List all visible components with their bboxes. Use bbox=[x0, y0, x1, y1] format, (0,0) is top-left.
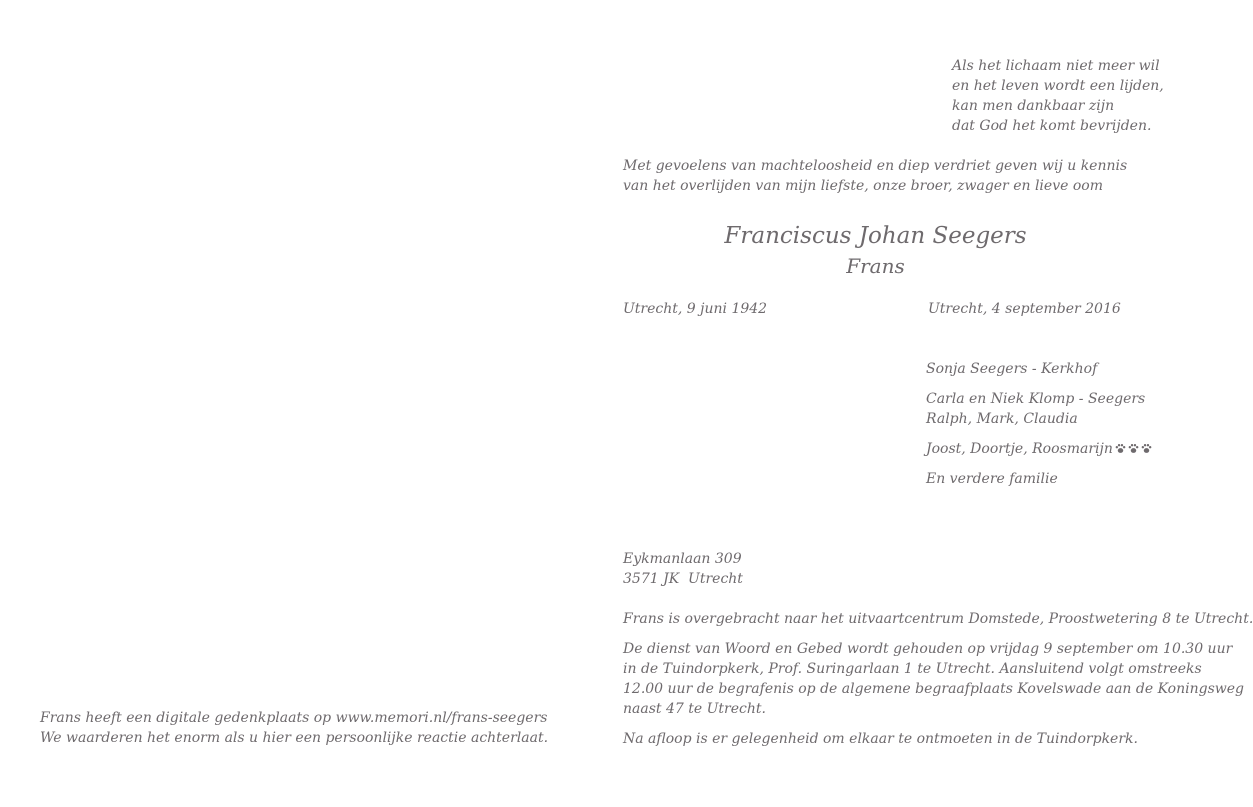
address-street: Eykmanlaan 309 bbox=[623, 551, 742, 567]
service-line: De dienst van Woord en Gebed wordt gehouden op vrijdag 9 september om 10.30 uur bbox=[623, 641, 1233, 657]
poem-line: en het leven wordt een lijden, bbox=[952, 78, 1164, 94]
poem-line: dat God het komt bevrijden. bbox=[952, 118, 1152, 134]
memori-line: Frans heeft een digitale gedenkplaats op www.memori.nl/frans-seegers bbox=[40, 710, 548, 726]
intro-line: van het overlijden van mijn liefste, onze broer, zwager en lieve oom bbox=[623, 178, 1103, 194]
service-line: in de Tuindorpkerk, Prof. Suringarlaan 1 te Utrecht. Aansluitend volgt omstreeks bbox=[623, 661, 1202, 677]
paw-icons bbox=[1115, 443, 1152, 454]
service-line: 12.00 uur de begrafenis op de algemene begraafplaats Kovelswade aan de Koningsweg bbox=[623, 681, 1244, 697]
poem-line: Als het lichaam niet meer wil bbox=[952, 58, 1160, 74]
funeral-information bbox=[623, 609, 1253, 759]
paw-icon bbox=[1128, 443, 1139, 454]
family-closing: En verdere familie bbox=[926, 471, 1058, 487]
family-relatives: Carla en Niek Klomp - Seegers bbox=[926, 391, 1146, 407]
transfer-notice: Frans is overgebracht naar het uitvaartcentrum Domstede, Proostwetering 8 te Utrecht. bbox=[623, 611, 1253, 627]
home-address bbox=[623, 549, 743, 589]
memori-line: We waarderen het enorm als u hier een persoonlijke reactie achterlaat. bbox=[40, 730, 549, 746]
family-list bbox=[926, 359, 1152, 499]
family-group bbox=[926, 389, 1152, 429]
intro-line: Met gevoelens van machteloosheid en diep verdriet geven wij u kennis bbox=[623, 158, 1128, 174]
poem bbox=[952, 56, 1164, 136]
service-notice bbox=[623, 639, 1253, 719]
family-group bbox=[926, 439, 1152, 459]
afterwards-notice: Na afloop is er gelegenheid om elkaar te ontmoeten in de Tuindorpkerk. bbox=[623, 731, 1138, 747]
poem-line: kan men dankbaar zijn bbox=[952, 98, 1115, 114]
death-place-date: Utrecht, 4 september 2016 bbox=[928, 301, 1121, 317]
deceased-nickname: Frans bbox=[846, 254, 905, 278]
memori-notice bbox=[40, 708, 548, 748]
family-relatives: Ralph, Mark, Claudia bbox=[926, 411, 1078, 427]
service-line: naast 47 te Utrecht. bbox=[623, 701, 766, 717]
birth-place-date: Utrecht, 9 juni 1942 bbox=[623, 301, 768, 317]
announcement-intro bbox=[623, 156, 1127, 196]
deceased-full-name: Franciscus Johan Seegers bbox=[724, 223, 1027, 249]
paw-icon bbox=[1141, 443, 1152, 454]
family-relatives: Joost, Doortje, Roosmarijn bbox=[926, 441, 1113, 457]
paw-icon bbox=[1115, 443, 1126, 454]
family-partner: Sonja Seegers - Kerkhof bbox=[926, 361, 1098, 377]
address-city: 3571 JK Utrecht bbox=[623, 571, 743, 587]
